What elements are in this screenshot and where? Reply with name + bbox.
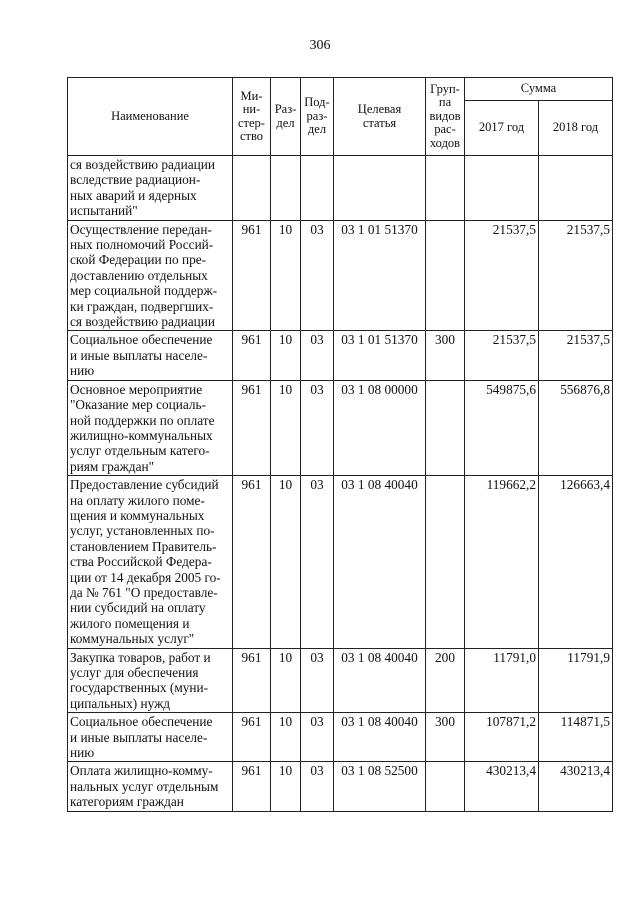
cell-group [426, 156, 465, 221]
cell-subsection: 03 [301, 762, 334, 811]
cell-target [334, 156, 426, 221]
table-row [68, 713, 613, 762]
header-target: Целевая статья [334, 78, 426, 156]
cell-amount-2018: 430213,4 [539, 762, 613, 811]
cell-group [426, 476, 465, 648]
cell-section: 10 [271, 220, 301, 331]
cell-group [426, 220, 465, 331]
cell-amount-2017: 430213,4 [465, 762, 539, 811]
table-row [68, 220, 613, 331]
cell-group: 300 [426, 331, 465, 380]
cell-section: 10 [271, 380, 301, 475]
cell-subsection: 03 [301, 476, 334, 648]
cell-subsection: 03 [301, 380, 334, 475]
budget-table [67, 77, 613, 812]
cell-name: Предоставление субсидий на оплату жилого поме- щения и коммунальных услуг, установленных по- становлением Правитель- ства Российской Федера- ции от 14 декабря 2005 го- да № 761 "О предоставле- нии субсидий на оплату жилого помещения и коммунальных услуг" [68, 476, 233, 648]
cell-group [426, 380, 465, 475]
table-row [68, 380, 613, 475]
cell-group: 200 [426, 648, 465, 713]
cell-amount-2017: 107871,2 [465, 713, 539, 762]
cell-name: Социальное обеспечение и иные выплаты населе- нию [68, 331, 233, 380]
cell-amount-2017 [465, 156, 539, 221]
cell-ministry [233, 156, 271, 221]
cell-amount-2018 [539, 156, 613, 221]
table-row [68, 331, 613, 380]
cell-ministry: 961 [233, 331, 271, 380]
header-subsection: Под- раз- дел [301, 78, 334, 156]
cell-target: 03 1 08 40040 [334, 648, 426, 713]
cell-subsection: 03 [301, 331, 334, 380]
cell-target: 03 1 08 40040 [334, 713, 426, 762]
cell-target: 03 1 08 00000 [334, 380, 426, 475]
cell-ministry: 961 [233, 648, 271, 713]
cell-name: Основное мероприятие "Оказание мер социаль- ной поддержки по оплате жилищно-коммунальных услуг отдельным катего- риям граждан" [68, 380, 233, 475]
header-section: Раз- дел [271, 78, 301, 156]
cell-section: 10 [271, 713, 301, 762]
page-number: 306 [309, 38, 331, 53]
cell-amount-2018: 556876,8 [539, 380, 613, 475]
cell-ministry: 961 [233, 220, 271, 331]
cell-subsection: 03 [301, 713, 334, 762]
header-2017: 2017 год [465, 101, 539, 156]
cell-target: 03 1 08 40040 [334, 476, 426, 648]
cell-amount-2017: 11791,0 [465, 648, 539, 713]
cell-name: Закупка товаров, работ и услуг для обеспечения государственных (муни- ципальных) нужд [68, 648, 233, 713]
cell-ministry: 961 [233, 380, 271, 475]
cell-section: 10 [271, 331, 301, 380]
table-row [68, 476, 613, 648]
table-row [68, 156, 613, 221]
table-row [68, 762, 613, 811]
header-ministry: Ми- ни- стер- ство [233, 78, 271, 156]
cell-ministry: 961 [233, 476, 271, 648]
cell-section: 10 [271, 648, 301, 713]
cell-amount-2018: 11791,9 [539, 648, 613, 713]
cell-amount-2017: 21537,5 [465, 331, 539, 380]
cell-subsection: 03 [301, 648, 334, 713]
cell-name: ся воздействию радиации вследствие радиацион- ных аварий и ядерных испытаний" [68, 156, 233, 221]
cell-group: 300 [426, 713, 465, 762]
cell-amount-2017: 21537,5 [465, 220, 539, 331]
cell-name: Осуществление передан- ных полномочий Россий- ской Федерации по пре- доставлению отдельных мер социальной поддерж- ки граждан, подвергших- ся воздействию радиации [68, 220, 233, 331]
cell-ministry: 961 [233, 762, 271, 811]
table-row [68, 648, 613, 713]
header-row [68, 78, 613, 101]
header-name: Наименование [68, 78, 233, 156]
cell-amount-2017: 119662,2 [465, 476, 539, 648]
cell-amount-2018: 126663,4 [539, 476, 613, 648]
cell-name: Оплата жилищно-комму- нальных услуг отдельным категориям граждан [68, 762, 233, 811]
header-2018: 2018 год [539, 101, 613, 156]
cell-amount-2018: 21537,5 [539, 331, 613, 380]
cell-section: 10 [271, 762, 301, 811]
cell-target: 03 1 01 51370 [334, 220, 426, 331]
cell-amount-2018: 114871,5 [539, 713, 613, 762]
cell-amount-2017: 549875,6 [465, 380, 539, 475]
cell-target: 03 1 01 51370 [334, 331, 426, 380]
cell-name: Социальное обеспечение и иные выплаты населе- нию [68, 713, 233, 762]
cell-amount-2018: 21537,5 [539, 220, 613, 331]
cell-ministry: 961 [233, 713, 271, 762]
cell-subsection [301, 156, 334, 221]
cell-subsection: 03 [301, 220, 334, 331]
header-group: Груп- па видов рас- ходов [426, 78, 465, 156]
cell-section: 10 [271, 476, 301, 648]
cell-section [271, 156, 301, 221]
cell-group [426, 762, 465, 811]
header-sum: Сумма [465, 78, 613, 101]
cell-target: 03 1 08 52500 [334, 762, 426, 811]
